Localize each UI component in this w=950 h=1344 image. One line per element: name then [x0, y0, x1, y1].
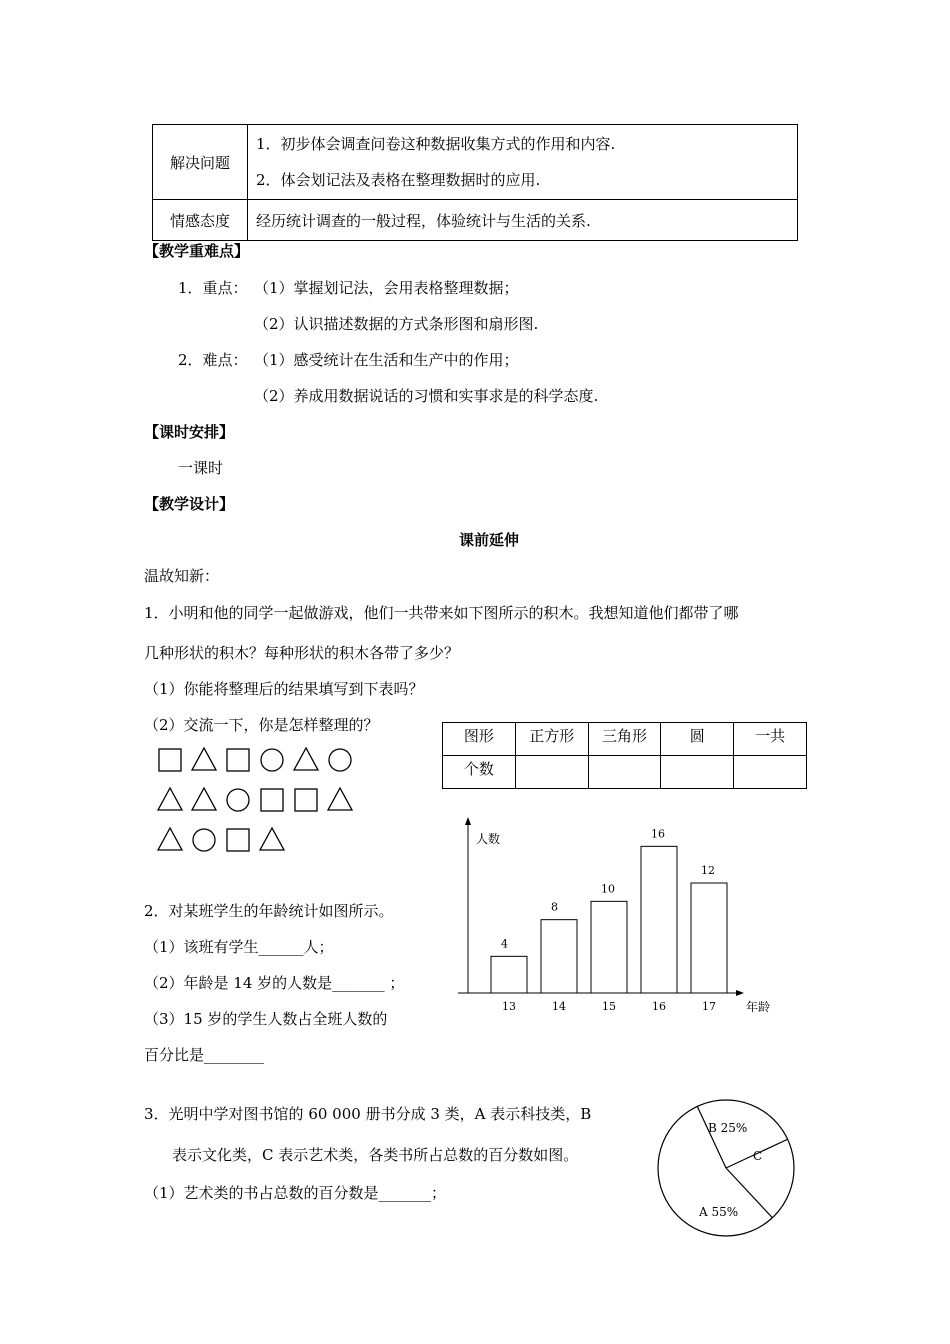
- x-tick-label: 17: [702, 1000, 716, 1013]
- q3-line: 表示文化类，C 表示艺术类，各类书所占总数的百分数如图。: [172, 1146, 579, 1164]
- q2-sub: （2）年龄是 14 岁的人数是_______ ；: [144, 974, 405, 992]
- section-heading: 【教学重难点】: [144, 242, 250, 260]
- bar-value-label: 10: [601, 882, 615, 896]
- blocks-figure: [150, 745, 370, 855]
- x-tick-label: 13: [502, 1000, 516, 1013]
- triangle-icon: [328, 788, 352, 810]
- q2-sub: （1）该班有学生______人；: [144, 938, 334, 956]
- hard-item: （2）养成用数据说话的习惯和实事求是的科学态度.: [254, 387, 599, 405]
- q2-line: 2．对某班学生的年龄统计如图所示。: [144, 902, 394, 920]
- answer-cell[interactable]: [588, 756, 661, 789]
- q1-sub: （2）交流一下，你是怎样整理的？: [144, 716, 379, 734]
- triangle-icon: [260, 828, 284, 850]
- pie-slice-label: A 55%: [699, 1205, 739, 1219]
- hard-item: （1）感受统计在生活和生产中的作用；: [254, 351, 519, 369]
- x-axis-label: 年龄: [746, 1000, 771, 1014]
- bar: [491, 956, 527, 993]
- hard-label: 2．难点：: [178, 351, 248, 369]
- circle-icon: [261, 749, 283, 771]
- q2-sub: （3）15 岁的学生人数占全班人数的: [144, 1010, 388, 1028]
- triangle-icon: [294, 748, 318, 770]
- objective-line: 2．体会划记法及表格在整理数据时的应用.: [256, 171, 541, 189]
- square-icon: [227, 829, 249, 851]
- table-row: [443, 723, 807, 756]
- triangle-icon: [192, 788, 216, 810]
- bar: [641, 846, 677, 993]
- key-label: 1．重点：: [178, 279, 248, 297]
- q1-line: 1．小明和他的同学一起做游戏，他们一共带来如下图所示的积木。我想知道他们都带了哪: [144, 604, 739, 622]
- y-axis-label: 人数: [476, 832, 501, 846]
- section-heading: 【课时安排】: [144, 423, 235, 441]
- header-cell: 三角形: [588, 723, 661, 756]
- square-icon: [227, 749, 249, 771]
- q1-line: 几种形状的积木？每种形状的积木各带了多少？: [144, 644, 460, 662]
- y-axis-arrow: [465, 817, 471, 825]
- section-subtitle: 课前延伸: [459, 531, 520, 549]
- row-content: [248, 125, 798, 200]
- table-row: [153, 200, 798, 241]
- square-icon: [295, 789, 317, 811]
- shape-count-table: [442, 722, 807, 789]
- x-tick-label: 14: [552, 1000, 566, 1013]
- q2-sub: 百分比是________: [144, 1046, 265, 1064]
- bar: [591, 901, 627, 993]
- header-cell: 正方形: [515, 723, 588, 756]
- triangle-icon: [158, 828, 182, 850]
- triangle-icon: [192, 748, 216, 770]
- x-tick-label: 16: [652, 1000, 666, 1013]
- objectives-table: [152, 124, 798, 241]
- row-label: 情感态度: [153, 200, 248, 241]
- q3-sub: （1）艺术类的书占总数的百分数是_______；: [144, 1184, 447, 1202]
- section-heading: 【教学设计】: [144, 495, 235, 513]
- circle-icon: [329, 749, 351, 771]
- bar: [541, 920, 577, 993]
- row-label: 解决问题: [153, 125, 248, 200]
- header-cell: 圆: [661, 723, 734, 756]
- square-icon: [261, 789, 283, 811]
- bar-value-label: 16: [651, 827, 665, 841]
- row-label: 个数: [443, 756, 516, 789]
- schedule-text: 一课时: [178, 459, 224, 477]
- pie-slice-label: B 25%: [708, 1121, 748, 1135]
- key-item: （1）掌握划记法，会用表格整理数据；: [254, 279, 519, 297]
- key-item: （2）认识描述数据的方式条形图和扇形图.: [254, 315, 539, 333]
- objective-line: 1．初步体会调查问卷这种数据收集方式的作用和内容.: [256, 135, 616, 153]
- intro-text: 温故知新：: [144, 567, 220, 585]
- bar-value-label: 4: [501, 937, 508, 951]
- book-pie-chart: [656, 1098, 796, 1238]
- row-content: 经历统计调查的一般过程，体验统计与生活的关系.: [248, 200, 798, 241]
- table-row: [153, 125, 798, 200]
- table-row: [443, 756, 807, 789]
- bar-value-label: 12: [701, 864, 715, 877]
- triangle-icon: [158, 788, 182, 810]
- q1-sub: （1）你能将整理后的结果填写到下表吗？: [144, 680, 424, 698]
- x-axis-arrow: [736, 990, 744, 996]
- header-cell: 一共: [734, 723, 807, 756]
- header-cell: 图形: [443, 723, 516, 756]
- square-icon: [159, 749, 181, 771]
- age-bar-chart: [440, 815, 790, 1025]
- circle-icon: [227, 789, 249, 811]
- answer-cell[interactable]: [661, 756, 734, 789]
- bar: [691, 883, 727, 993]
- q3-line: 3．光明中学对图书馆的 60 000 册书分成 3 类，A 表示科技类，B: [144, 1105, 592, 1123]
- circle-icon: [193, 829, 215, 851]
- bar-value-label: 8: [551, 900, 558, 914]
- answer-cell[interactable]: [734, 756, 807, 789]
- pie-slice-label: C: [753, 1149, 763, 1163]
- answer-cell[interactable]: [515, 756, 588, 789]
- x-tick-label: 15: [602, 1000, 616, 1013]
